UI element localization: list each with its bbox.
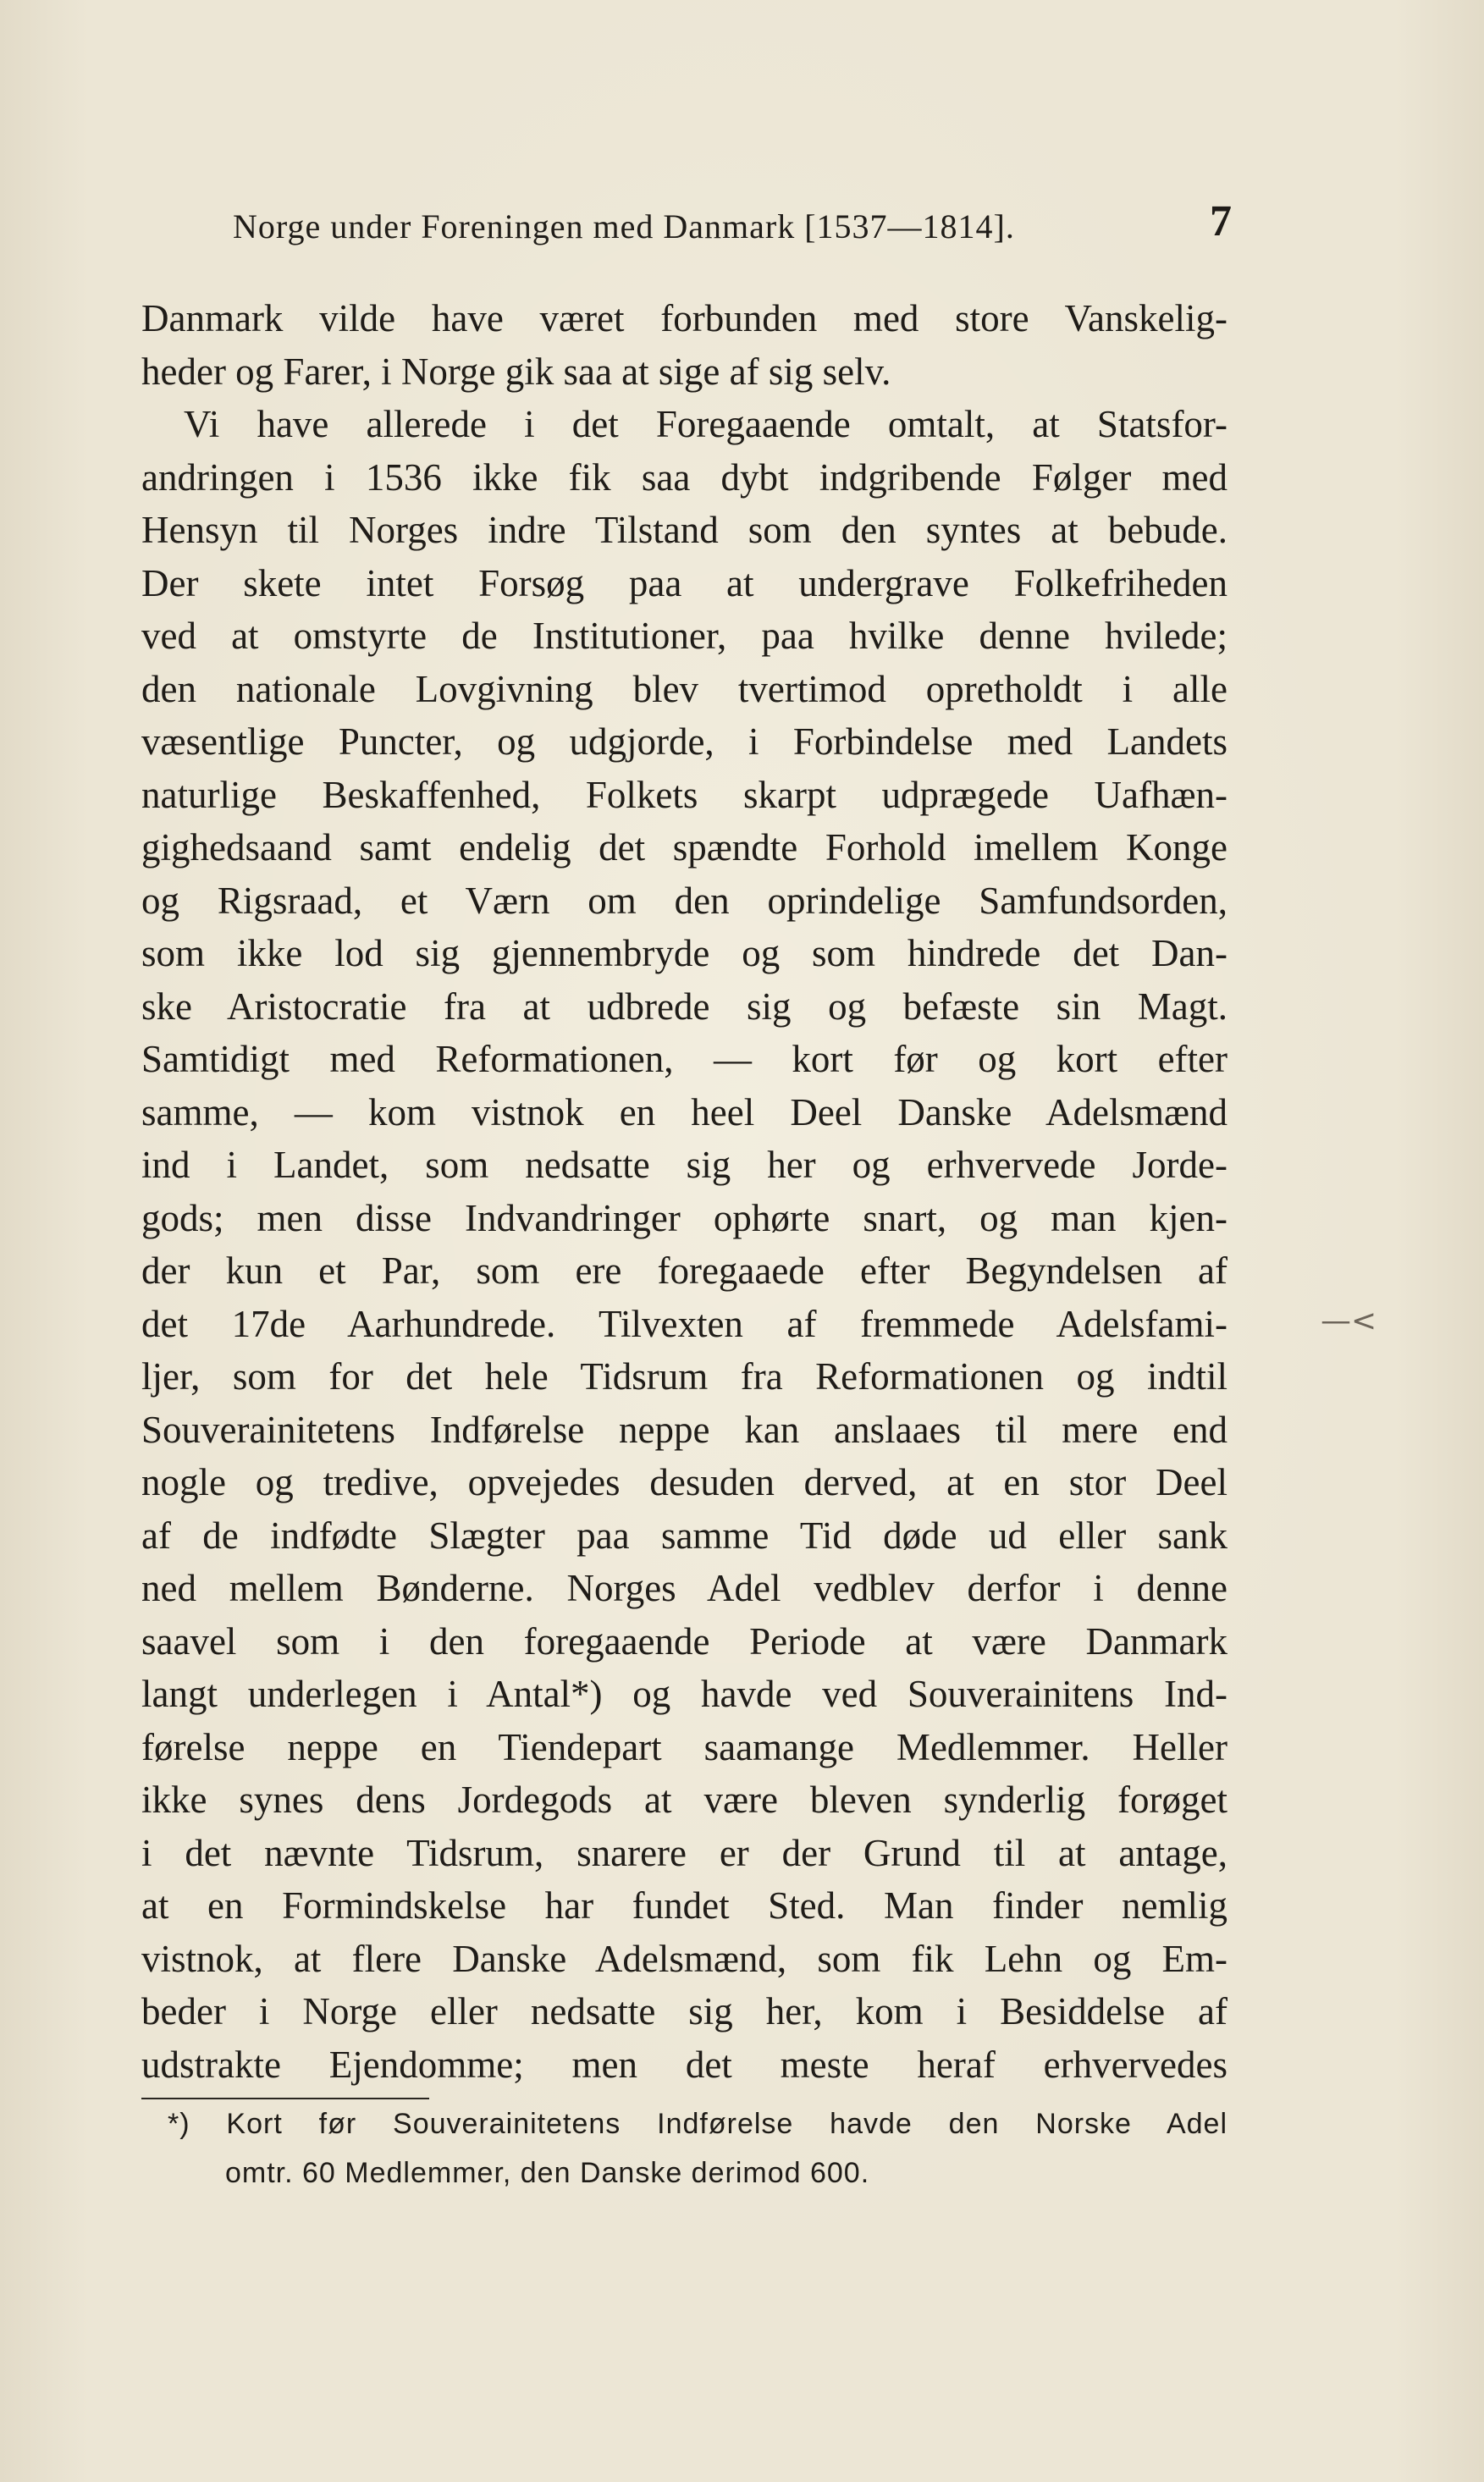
text-line: den nationale Lovgivning blev tvertimod opretholdt i alle: [141, 667, 1227, 710]
text-line: beder i Norge eller nedsatte sig her, kom i Besiddelse af: [141, 1990, 1227, 2032]
text-line: Samtidigt med Reformationen, — kort før og kort efter: [141, 1038, 1227, 1080]
text-line: Hensyn til Norges indre Tilstand som den syntes at bebude.: [141, 509, 1227, 551]
footnote: [168, 2099, 1227, 2198]
text-line: nogle og tredive, opvejedes desuden derved, at en stor Deel: [141, 1461, 1227, 1503]
text-line: langt underlegen i Antal*) og havde ved Souverainitens Ind-: [141, 1673, 1227, 1715]
text-line: ved at omstyrte de Institutioner, paa hvilke denne hvilede;: [141, 615, 1227, 657]
text-line: ind i Landet, som nedsatte sig her og erhvervede Jorde-: [141, 1144, 1227, 1186]
page-header: [233, 197, 1232, 252]
text-line: andringen i 1536 ikke fik saa dybt indgribende Følger med: [141, 455, 1227, 499]
text-line: heder og Farer, i Norge gik saa at sige af sig selv.: [141, 350, 891, 393]
text-line: og Rigsraad, et Værn om den oprindelige Samfundsorden,: [141, 879, 1227, 922]
text-line: gighedsaand samt endelig det spændte Forhold imellem Konge: [141, 826, 1227, 869]
text-line: ske Aristocratie fra at udbrede sig og befæste sin Magt.: [141, 985, 1227, 1028]
text-line: ljer, som for det hele Tidsrum fra Reformationen og indtil: [141, 1355, 1227, 1398]
text-line: det 17de Aarhundrede. Tilvexten af fremmede Adelsfami-: [141, 1302, 1227, 1345]
text-line: vistnok, at flere Danske Adelsmænd, som fik Lehn og Em-: [141, 1937, 1227, 1980]
text-line: gods; men disse Indvandringer ophørte snart, og man kjen-: [141, 1196, 1227, 1239]
text-line: ned mellem Bønderne. Norges Adel vedblev derfor i denne: [141, 1567, 1227, 1609]
text-line: udstrakte Ejendomme; men det meste heraf erhvervedes: [141, 2043, 1227, 2086]
text-line: der kun et Par, som ere foregaaede efter Begyndelsen af: [141, 1249, 1227, 1292]
running-head: Norge under Foreningen med Danmark [1537—1814].: [233, 207, 1015, 245]
text-line: Vi have allerede i det Foregaaende omtalt, at Statsfor-: [184, 403, 1227, 445]
text-line: ikke synes dens Jordegods at være bleven synderlig forøget: [141, 1779, 1227, 1821]
text-line: saavel som i den foregaaende Periode at være Danmark: [141, 1619, 1227, 1663]
text-line: Souverainitetens Indførelse neppe kan anslaaes til mere end: [141, 1408, 1227, 1451]
footnote-line: omtr. 60 Medlemmer, den Danske derimod 600.: [225, 2157, 870, 2189]
text-line: samme, — kom vistnok en heel Deel Danske Adelsmænd: [141, 1090, 1227, 1133]
text-line: naturlige Beskaffenhed, Folkets skarpt udprægede Uafhæn-: [141, 773, 1227, 816]
text-line: at en Formindskelse har fundet Sted. Man finder nemlig: [141, 1884, 1227, 1927]
body-text: [141, 292, 1227, 2091]
text-line: af de indfødte Slægter paa samme Tid døde ud eller sank: [141, 1514, 1227, 1557]
text-line: førelse neppe en Tiendepart saamange Medlemmer. Heller: [141, 1725, 1227, 1768]
text-line: Der skete intet Forsøg paa at undergrave Folkefriheden: [141, 561, 1227, 604]
text-line: i det nævnte Tidsrum, snarere er der Grund til at antage,: [141, 1831, 1227, 1874]
text-line: som ikke lod sig gjennembryde og som hindrede det Dan-: [141, 932, 1227, 974]
footnote-line: *) Kort før Souverainitetens Indførelse havde den Norske Adel: [168, 2108, 1227, 2140]
text-line: Danmark vilde have været forbunden med store Vanskelig-: [141, 297, 1227, 339]
margin-mark: —<: [1321, 1304, 1377, 1338]
text-line: væsentlige Puncter, og udgjorde, i Forbindelse med Landets: [141, 720, 1227, 763]
page-number: 7: [1210, 197, 1232, 245]
